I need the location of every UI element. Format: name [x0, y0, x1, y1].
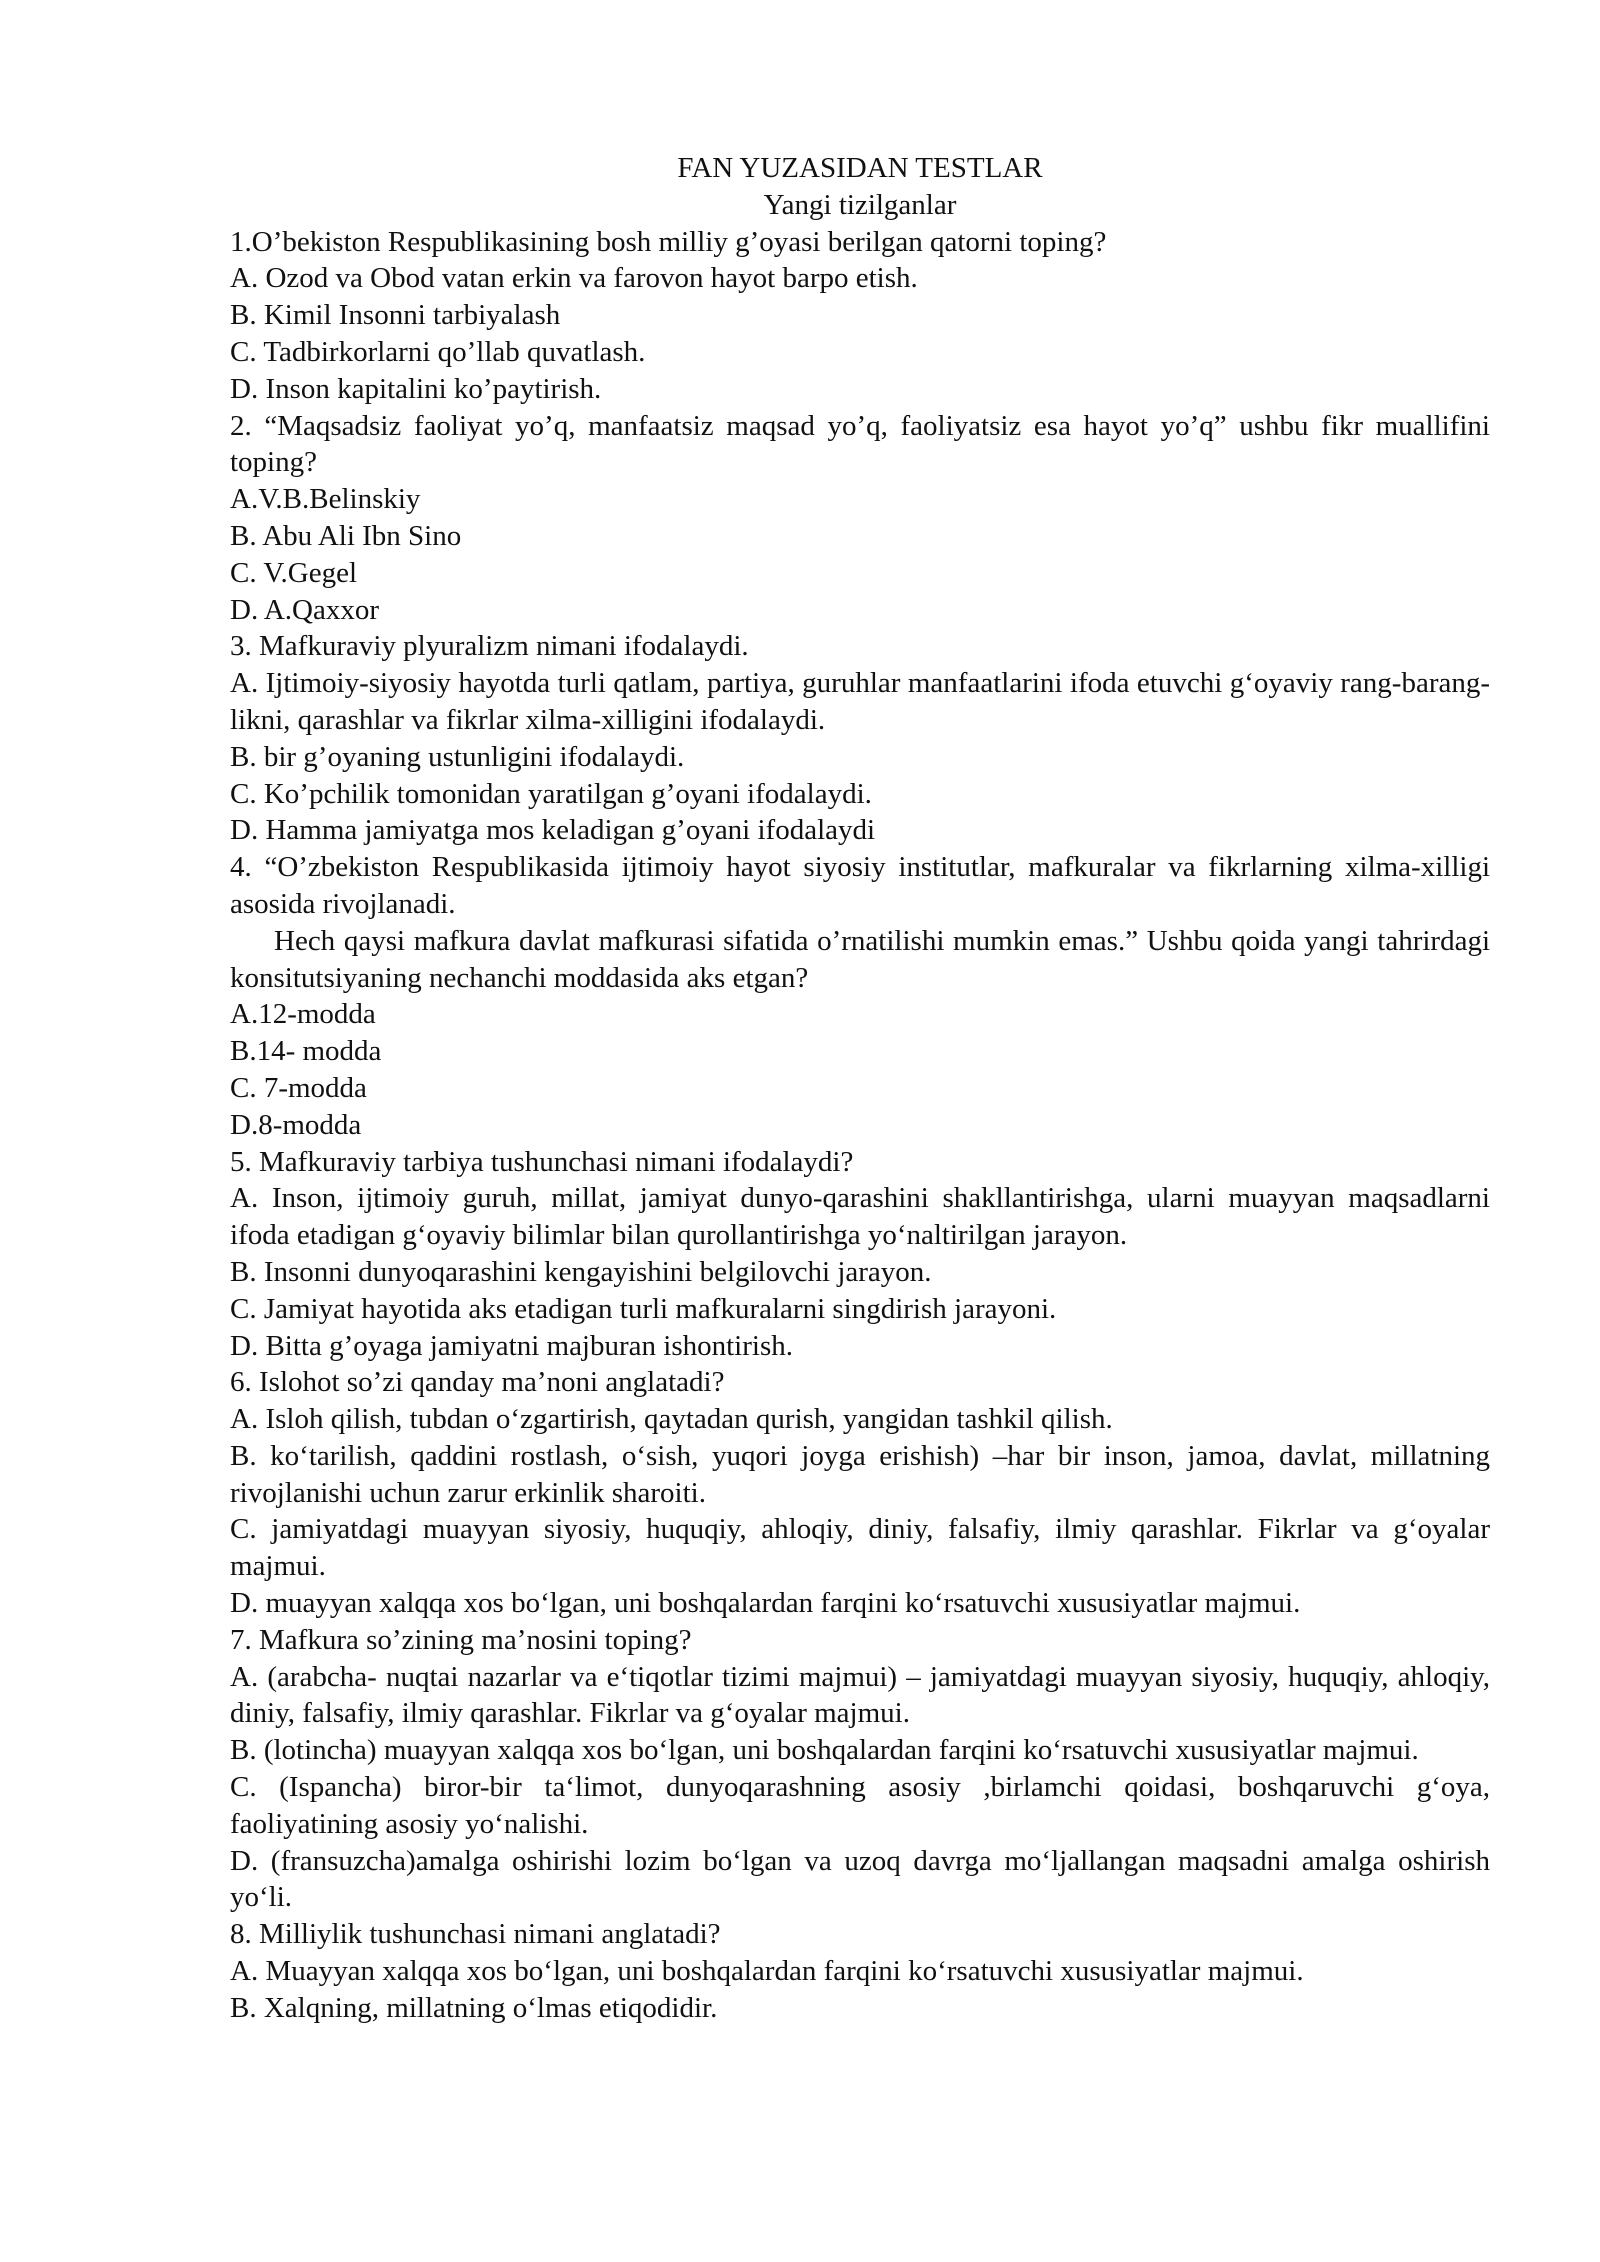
question-text: 8. Milliylik tushunchasi nimani anglatadi? — [230, 1918, 721, 1951]
question-8 — [230, 1916, 1490, 2026]
answer-option-d: D. A.Qaxxor — [230, 593, 380, 626]
question-text: 1.O’bekiston Respublikasining bosh milliy g’oyasi berilgan qatorni toping? — [230, 225, 1107, 258]
answer-option-b: B. Abu Ali Ibn Sino — [230, 519, 462, 552]
answer-option-a: A. Ijtimoiy-siyosiy hayotda turli qatlam, partiya, guruhlar manfaatlarini ifoda etuvchi g‘oyaviy rang-barang-likni, qarashlar va fikrlar xilma-xilligini ifodalaydi. — [230, 667, 1490, 736]
question-4 — [230, 849, 1490, 1143]
answer-option-a: A.12-modda — [230, 998, 376, 1031]
answer-option-b: B. Kimil Insonni tarbiyalash — [230, 299, 561, 332]
question-text: 3. Mafkuraviy plyuralizm nimani ifodalaydi. — [230, 630, 749, 663]
answer-option-b: B. bir g’oyaning ustunligini ifodalaydi. — [230, 740, 685, 773]
answer-option-a: A. (arabcha- nuqtai nazarlar va e‘tiqotlar tizimi majmui) – jamiyatdagi muayyan siyosiy, huquqiy, ahloqiy, diniy, falsafiy, ilmiy qarashlar. Fikrlar va g‘oyalar majmui. — [230, 1660, 1490, 1730]
question-text: 2. “Maqsadsiz faoliyat yo’q, manfaatsiz maqsad yo’q, faoliyatsiz esa hayot yo’q” ushbu fikr muallifini toping? — [230, 409, 1490, 479]
answer-option-d: D. muayyan xalqqa xos bo‘lgan, uni boshqalardan farqini ko‘rsatuvchi xususiyatlar majmui. — [230, 1587, 1301, 1620]
question-1 — [230, 224, 1490, 408]
answer-option-d: D. Bitta g’oyaga jamiyatni majburan ishontirish. — [230, 1329, 793, 1362]
answer-option-b: B. Insonni dunyoqarashini kengayishini belgilovchi jarayon. — [230, 1255, 932, 1288]
answer-option-a: A. Ozod va Obod vatan erkin va farovon hayot barpo etish. — [230, 262, 918, 295]
answer-option-c: C. Tadbirkorlarni qo’llab quvatlash. — [230, 335, 646, 368]
question-5 — [230, 1144, 1490, 1365]
document-page — [230, 150, 1490, 2027]
answer-option-c: C. Jamiyat hayotida aks etadigan turli mafkuralarni singdirish jarayoni. — [230, 1292, 1057, 1325]
answer-option-c: C. V.Gegel — [230, 556, 358, 589]
answer-option-d: D.8-modda — [230, 1108, 362, 1141]
answer-option-d: D. Hamma jamiyatga mos keladigan g’oyani ifodalaydi — [230, 814, 876, 847]
answer-option-c: C. jamiyatdagi muayyan siyosiy, huquqiy, ahloqiy, diniy, falsafiy, ilmiy qarashlar. Fikrlar va g‘oyalar majmui. — [230, 1513, 1490, 1583]
answer-option-b: B. Xalqning, millatning o‘lmas etiqodidir. — [230, 1991, 718, 2024]
answer-option-a: A. Muayyan xalqqa xos bo‘lgan, uni boshqalardan farqini ko‘rsatuvchi xususiyatlar majmui. — [230, 1955, 1304, 1988]
document-title: FAN YUZASIDAN TESTLAR — [677, 152, 1043, 184]
answer-option-b: B. ko‘tarilish, qaddini rostlash, o‘sish, yuqori joyga erishish) –har bir inson, jamoa, davlat, millatning rivojlanishi uchun zarur erkinlik sharoiti. — [230, 1439, 1490, 1509]
answer-option-c: C. Ko’pchilik tomonidan yaratilgan g’oyani ifodalaydi. — [230, 777, 872, 810]
answer-option-b: B.14- modda — [230, 1035, 382, 1068]
question-2 — [230, 408, 1490, 629]
question-text: 5. Mafkuraviy tarbiya tushunchasi nimani ifodalaydi? — [230, 1145, 854, 1178]
answer-option-d: D. (fransuzcha)amalga oshirishi lozim bo‘lgan va uzoq davrga mo‘ljallangan maqsadni amalga oshirish yo‘li. — [230, 1844, 1490, 1914]
answer-option-a: A. Inson, ijtimoiy guruh, millat, jamiyat dunyo-qarashini shakllantirishga, ularni muayyan maqsadlarni ifoda etadigan g‘oyaviy bilimlar bilan qurollantirishga yo‘naltirilgan jarayon. — [230, 1182, 1490, 1252]
document-subtitle: Yangi tizilganlar — [763, 188, 957, 221]
answer-option-b: B. (lotincha) muayyan xalqqa xos bo‘lgan, uni boshqalardan farqini ko‘rsatuvchi xususiyatlar majmui. — [230, 1734, 1419, 1767]
question-7 — [230, 1622, 1490, 1916]
answer-option-a: A.V.B.Belinskiy — [230, 483, 421, 516]
question-text-continued: Hech qaysi mafkura davlat mafkurasi sifatida o’rnatilishi mumkin emas.” Ushbu qoida yangi tahrirdagi konsitutsiyaning nechanchi moddasida aks etgan? — [230, 924, 1490, 994]
answer-option-c: C. 7-modda — [230, 1071, 367, 1104]
question-6 — [230, 1364, 1490, 1622]
answer-option-a: A. Isloh qilish, tubdan o‘zgartirish, qaytadan qurish, yangidan tashkil qilish. — [230, 1403, 1113, 1436]
question-3 — [230, 628, 1490, 849]
answer-option-c: C. (Ispancha) biror-bir ta‘limot, dunyoqarashning asosiy ,birlamchi qoidasi, boshqaruvchi g‘oya, faoliyatining asosiy yo‘nalishi. — [230, 1771, 1490, 1840]
question-text: 7. Mafkura so’zining ma’nosini toping? — [230, 1623, 692, 1656]
answer-option-d: D. Inson kapitalini ko’paytirish. — [230, 372, 602, 405]
question-text: 4. “O’zbekiston Respublikasida ijtimoiy hayot siyosiy institutlar, mafkuralar va fikrlarning xilma-xilligi asosida rivojlanadi. — [230, 851, 1490, 920]
question-text: 6. Islohot so’zi qanday ma’noni anglatadi? — [230, 1366, 725, 1399]
